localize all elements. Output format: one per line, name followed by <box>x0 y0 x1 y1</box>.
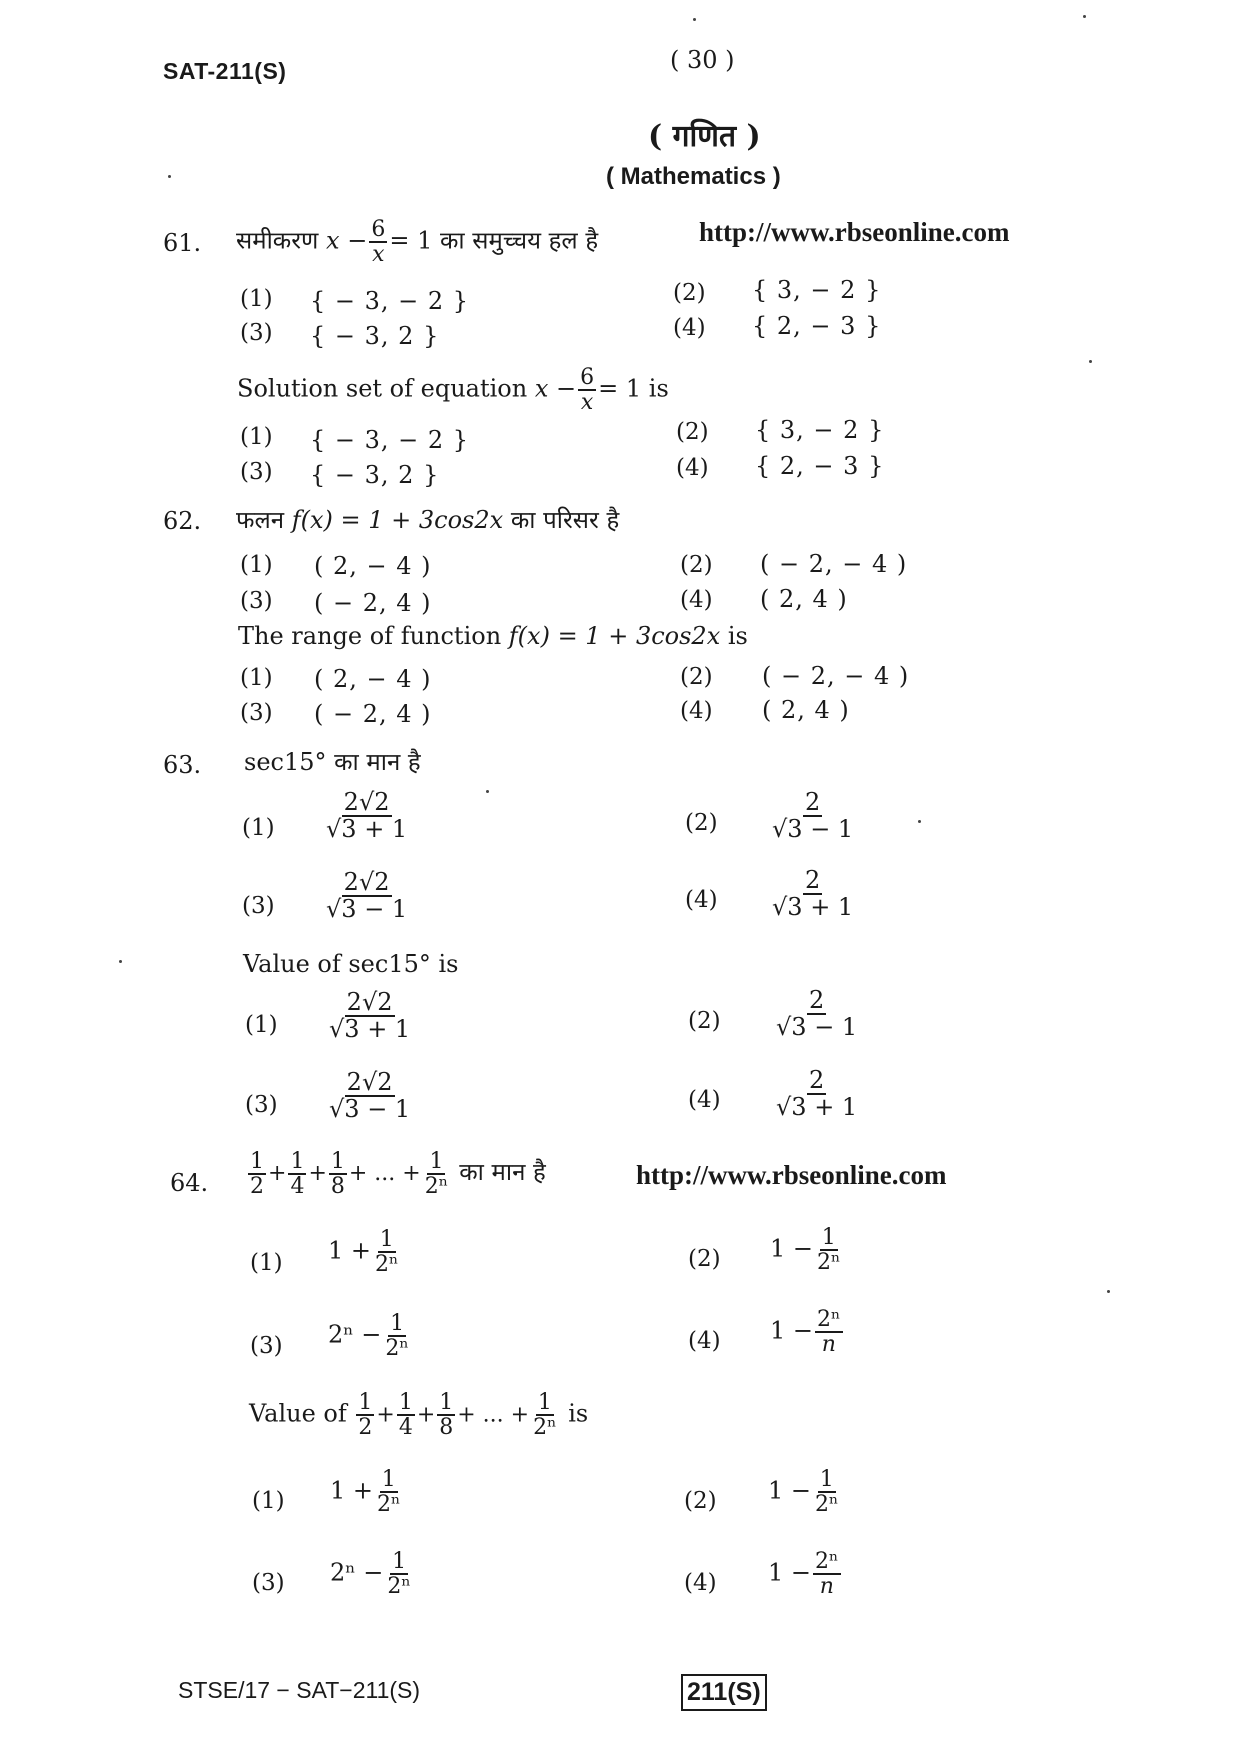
option-label: (3) <box>240 459 273 485</box>
option-label: (1) <box>242 815 275 841</box>
option-label: (4) <box>684 1570 717 1596</box>
option-value: $\frac{2√2}{√3 - 1}$ <box>329 1068 411 1124</box>
option-value: 1 − $\frac{1}{\text{2ⁿ}}$ <box>770 1225 841 1276</box>
option-value: { 2, − 3 } <box>752 312 882 340</box>
option-value: { 2, − 3 } <box>755 452 885 480</box>
option-label: (1) <box>240 286 273 312</box>
option-label: (1) <box>252 1488 285 1514</box>
option-label: (2) <box>680 552 713 578</box>
option-value: $\frac{2}{√3 + 1}$ <box>772 866 854 922</box>
option-label: (3) <box>252 1570 285 1596</box>
question-text-english: The range of function f(x) = 1 + 3cos2x is <box>238 622 748 650</box>
option-value: $\frac{2√2}{√3 + 1}$ <box>329 988 411 1044</box>
option-value: $\frac{2}{√3 + 1}$ <box>776 1066 858 1122</box>
question-number: 63. <box>163 751 202 779</box>
option-label: (1) <box>240 552 273 578</box>
option-label: (4) <box>676 455 709 481</box>
option-value: ( 2, − 4 ) <box>314 665 432 693</box>
question-text-english: Solution set of equation x − $\frac{6}{x}$ = 1 is <box>237 365 669 416</box>
page-number: ( 30 ) <box>670 46 735 74</box>
scan-speck <box>168 175 171 178</box>
question-number: 61. <box>163 229 202 257</box>
subject-english: ( Mathematics ) <box>606 163 781 190</box>
footer-box-code: 211(S) <box>681 1674 767 1711</box>
question-text-hindi: समीकरण x − $\frac{6}{x}$ = 1 का समुच्चय हल है <box>236 217 599 268</box>
option-value: { 3, − 2 } <box>752 276 882 304</box>
option-label: (1) <box>240 424 273 450</box>
option-label: (2) <box>676 419 709 445</box>
option-value: { − 3, 2 } <box>310 322 440 350</box>
option-label: (4) <box>673 315 706 341</box>
scan-speck <box>1089 360 1092 363</box>
option-label: (2) <box>688 1008 721 1034</box>
scan-speck <box>918 820 921 823</box>
option-value: $\frac{2√2}{√3 - 1}$ <box>326 868 408 924</box>
scan-speck <box>693 18 696 21</box>
option-value: ( 2, 4 ) <box>760 585 848 613</box>
scan-speck <box>1083 15 1086 18</box>
option-label: (3) <box>240 320 273 346</box>
option-label: (4) <box>680 587 713 613</box>
option-label: (3) <box>240 700 273 726</box>
question-text-hindi: फलन f(x) = 1 + 3cos2x का परिसर है <box>236 506 620 534</box>
option-value: $\frac{2}{√3 - 1}$ <box>776 986 858 1042</box>
question-text-english: Value of $\frac{1}{2}$ + $\frac{1}{4}$ + $\frac{1}{8}$ + ... + $\frac{1}{\text{2ⁿ}}$ is <box>249 1390 589 1441</box>
scan-speck <box>119 960 122 963</box>
subject-hindi: ( गणित ) <box>648 119 761 154</box>
option-value: 1 + $\frac{1}{\text{2ⁿ}}$ <box>330 1467 401 1518</box>
question-number: 64. <box>170 1169 209 1197</box>
source-url: http://www.rbseonline.com <box>636 1160 947 1190</box>
option-value: ( − 2, − 4 ) <box>762 662 910 690</box>
question-text-hindi: $\frac{1}{2}$ + $\frac{1}{4}$ + $\frac{1}{8}$ + ... + $\frac{1}{\text{2ⁿ}}$ का मान है <box>250 1149 546 1200</box>
paper-code: SAT-211(S) <box>163 58 287 84</box>
option-value: $\frac{2√2}{√3 + 1}$ <box>326 788 408 844</box>
option-value: ( 2, 4 ) <box>762 696 850 724</box>
option-value: { 3, − 2 } <box>755 416 885 444</box>
option-label: (1) <box>240 665 273 691</box>
option-label: (3) <box>250 1333 283 1359</box>
option-label: (4) <box>688 1087 721 1113</box>
option-value: { − 3, − 2 } <box>310 426 470 454</box>
option-label: (2) <box>688 1246 721 1272</box>
question-number: 62. <box>163 507 202 535</box>
option-label: (2) <box>680 664 713 690</box>
option-value: ( − 2, 4 ) <box>314 700 432 728</box>
option-label: (1) <box>245 1012 278 1038</box>
option-label: (4) <box>680 698 713 724</box>
option-value: { − 3, 2 } <box>310 461 440 489</box>
option-value: { − 3, − 2 } <box>310 287 470 315</box>
source-url: http://www.rbseonline.com <box>699 217 1010 247</box>
option-label: (2) <box>684 1488 717 1514</box>
option-value: ( 2, − 4 ) <box>314 552 432 580</box>
option-value: 1 − $\frac{\text{2ⁿ}}{n}$ <box>770 1307 841 1358</box>
option-label: (3) <box>242 893 275 919</box>
scan-speck <box>486 790 489 793</box>
option-value: 1 + $\frac{1}{\text{2ⁿ}}$ <box>328 1227 399 1278</box>
option-value: 2ⁿ − $\frac{1}{\text{2ⁿ}}$ <box>330 1549 411 1600</box>
option-label: (2) <box>673 280 706 306</box>
scan-speck <box>1107 1290 1110 1293</box>
option-label: (3) <box>245 1092 278 1118</box>
option-label: (3) <box>240 588 273 614</box>
option-label: (2) <box>685 810 718 836</box>
option-value: ( − 2, − 4 ) <box>760 550 908 578</box>
option-value: 1 − $\frac{\text{2ⁿ}}{n}$ <box>768 1549 839 1600</box>
option-label: (1) <box>250 1250 283 1276</box>
option-value: 2ⁿ − $\frac{1}{\text{2ⁿ}}$ <box>328 1311 409 1362</box>
question-text-hindi: sec15° का मान है <box>244 748 421 776</box>
option-value: ( − 2, 4 ) <box>314 589 432 617</box>
question-text-english: Value of sec15° is <box>243 950 459 978</box>
option-value: 1 − $\frac{1}{\text{2ⁿ}}$ <box>768 1467 839 1518</box>
option-label: (4) <box>688 1328 721 1354</box>
option-label: (4) <box>685 887 718 913</box>
footer-code: STSE/17 − SAT−211(S) <box>178 1677 421 1703</box>
option-value: $\frac{2}{√3 - 1}$ <box>772 788 854 844</box>
